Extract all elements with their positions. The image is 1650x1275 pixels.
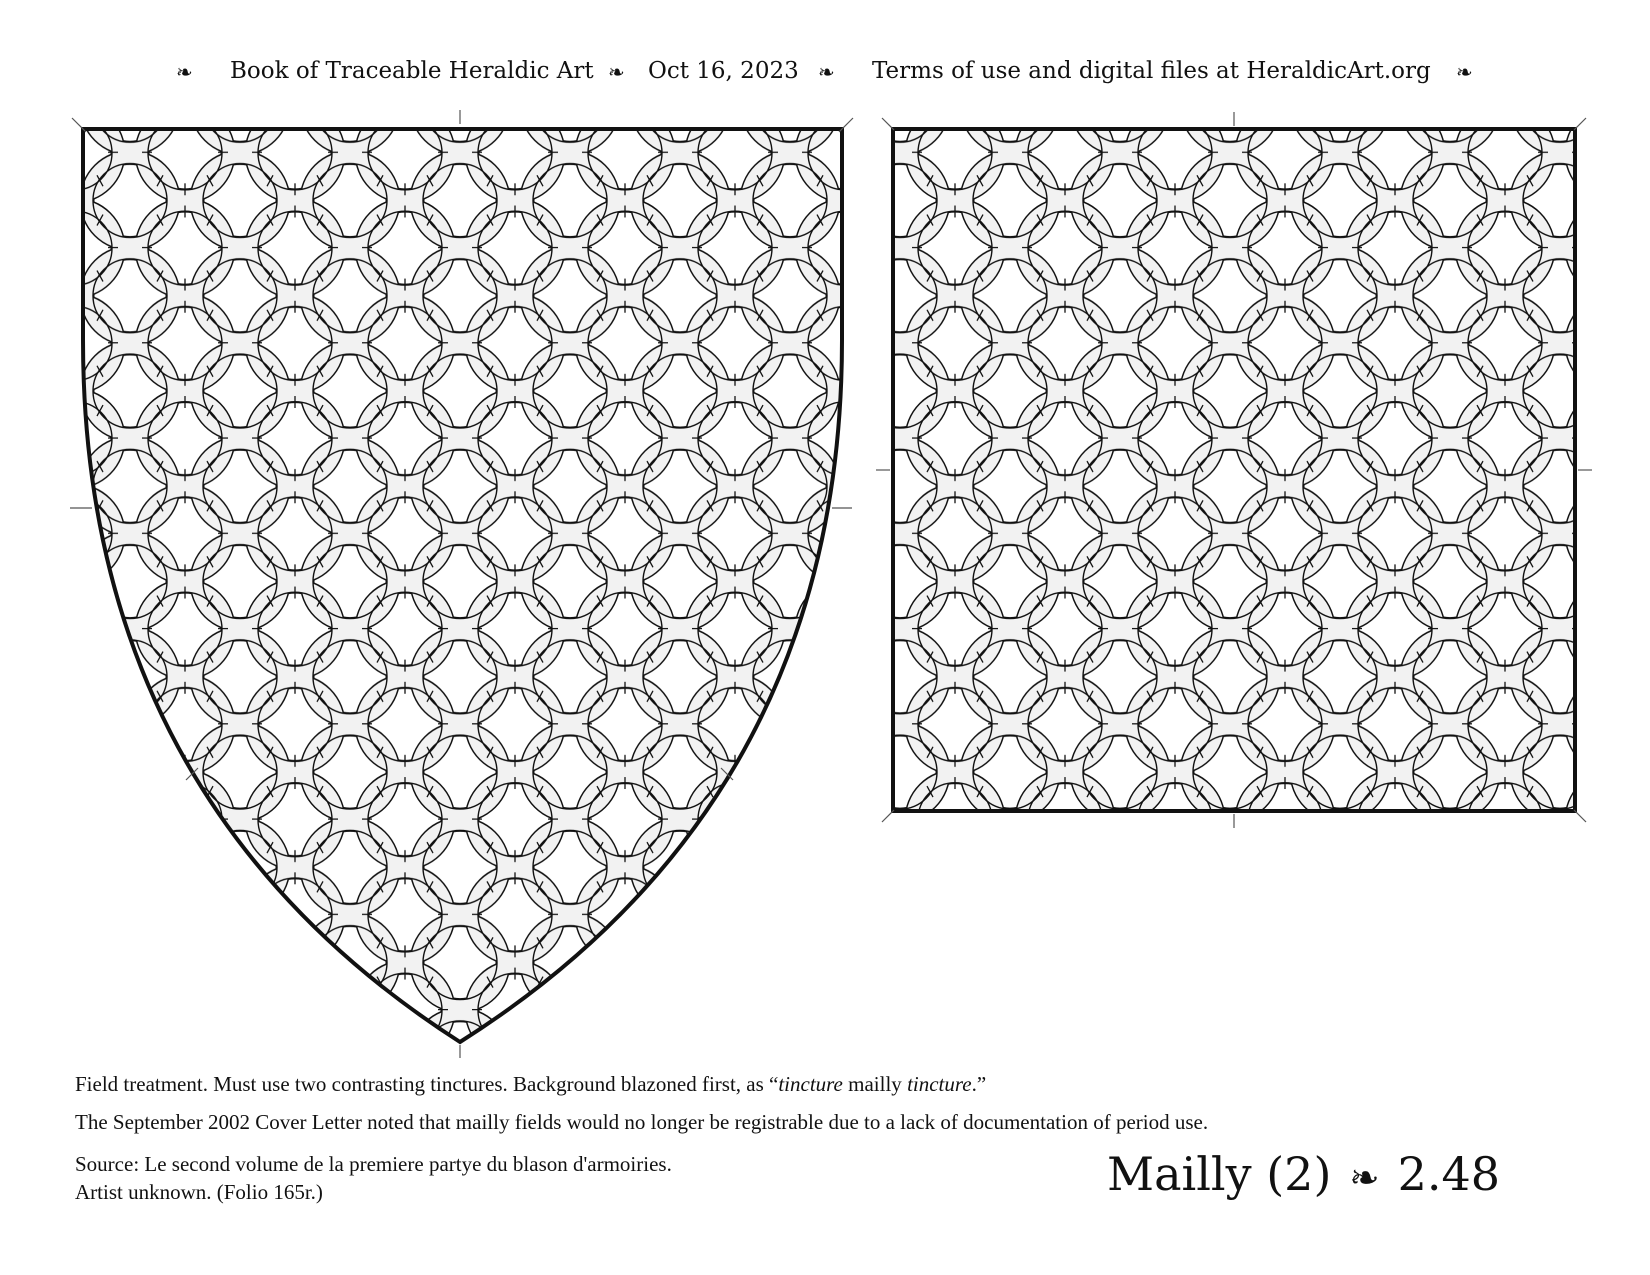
note-emphasis: tincture bbox=[907, 1072, 972, 1096]
note-cover-letter: The September 2002 Cover Letter noted that mailly fields would no longer be registrable due to a lack of documentation of period use. bbox=[75, 1110, 1209, 1134]
note-text: Field treatment. Must use two contrasting tinctures. Background blazoned first, as “ bbox=[75, 1072, 779, 1096]
square-mailly-field bbox=[893, 129, 1575, 811]
shield-figure bbox=[60, 110, 860, 1060]
plate-title bbox=[1107, 1147, 1500, 1201]
plate-name: Mailly (2) bbox=[1106, 1147, 1332, 1201]
shield-mailly-field bbox=[60, 110, 860, 1060]
note-text: mailly bbox=[842, 1072, 908, 1096]
fleuron-ornament: ❧ bbox=[608, 60, 625, 84]
note-source: Source: Le second volume de la premiere partye du blason d'armoiries. bbox=[75, 1152, 672, 1176]
header-date: Oct 16, 2023 bbox=[648, 58, 799, 84]
plate-number: 2.48 bbox=[1397, 1147, 1500, 1201]
fleuron-ornament: ❧ bbox=[818, 60, 835, 84]
terms-of-use: Terms of use and digital files at HeraldicArt.org bbox=[872, 58, 1431, 84]
square-figure bbox=[876, 112, 1592, 828]
fleuron-ornament: ❧ bbox=[1456, 60, 1473, 84]
note-emphasis: tincture bbox=[778, 1072, 843, 1096]
note-field-treatment bbox=[75, 1072, 986, 1097]
book-title: Book of Traceable Heraldic Art bbox=[230, 58, 594, 84]
fleuron-ornament: ❧ bbox=[1349, 1158, 1380, 1199]
note-artist: Artist unknown. (Folio 165r.) bbox=[75, 1180, 323, 1204]
note-text: .” bbox=[971, 1072, 987, 1096]
fleuron-ornament: ❧ bbox=[176, 60, 193, 84]
